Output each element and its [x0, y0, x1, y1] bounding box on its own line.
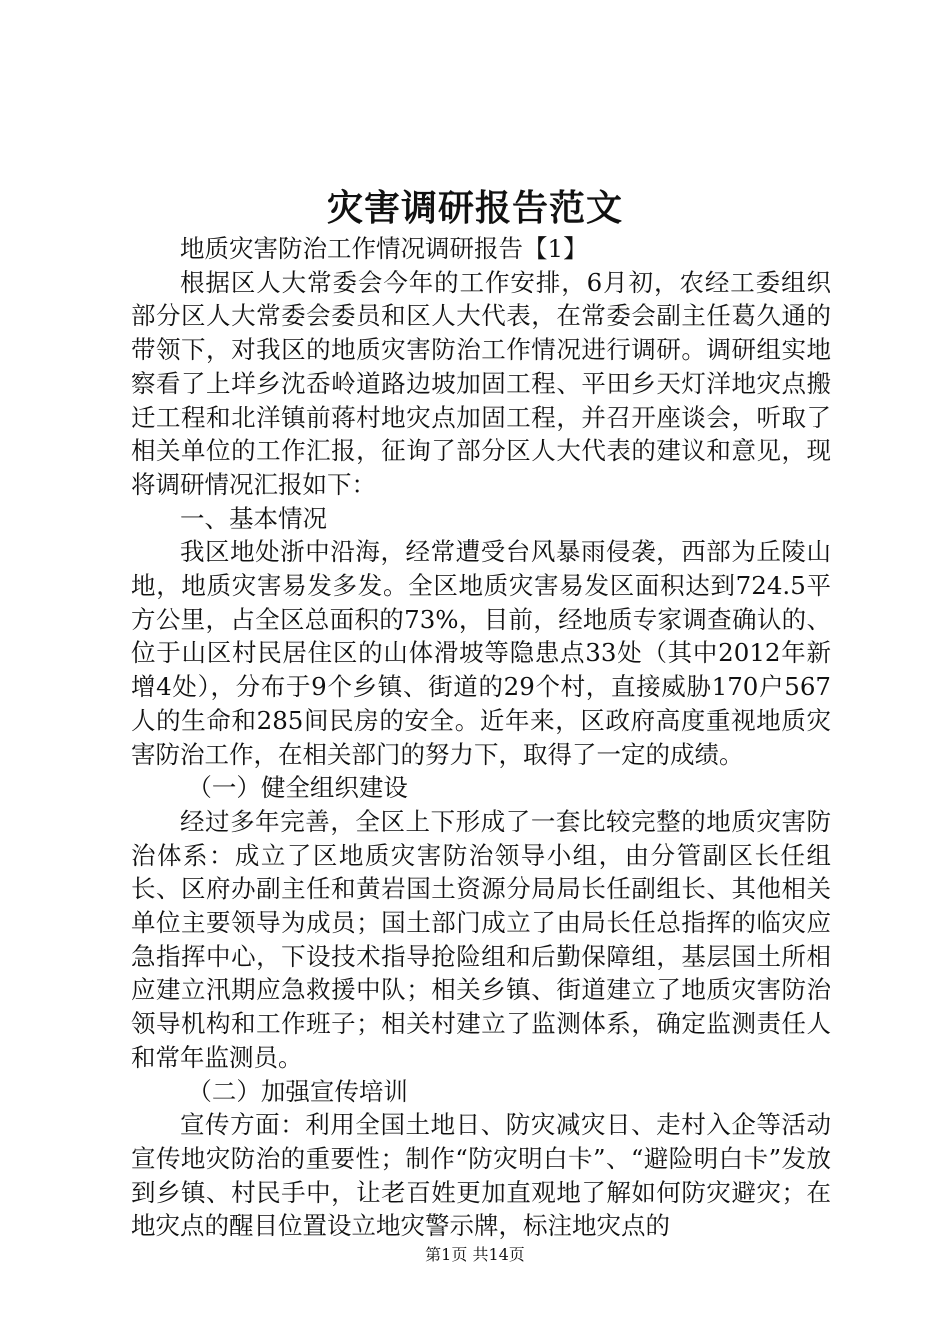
document-body: [131, 232, 831, 1243]
document-title: 灾害调研报告范文: [326, 187, 623, 229]
subsection-heading-publicity: （二）加强宣传培训: [187, 1076, 408, 1106]
report-subtitle: 地质灾害防治工作情况调研报告【1】: [180, 234, 588, 263]
basic-situation-paragraph: 我区地处浙中沿海，经常遭受台风暴雨侵袭，西部为丘陵山地，地质灾害易发多发。全区地质灾害易发区面积达到724.5平方公里，占全区总面积的73%，目前，经地质专家调查确认的、位于山区村民居住区的山体滑坡等隐患点33处（其中2012年新增4处），分布于9个乡镇、街道的29个村，直接威胁170户567人的生命和285间民房的安全。近年来，区政府高度重视地质灾害防治工作，在相关部门的努力下，取得了一定的成绩。: [131, 537, 831, 769]
publicity-paragraph: 宣传方面：利用全国土地日、防灾减灾日、走村入企等活动宣传地灾防治的重要性；制作“防灾明白卡”、“避险明白卡”发放到乡镇、村民手中，让老百姓更加直观地了解如何防灾避灾；在地灾点的醒目位置设立地灾警示牌，标注地灾点的: [131, 1110, 831, 1241]
page-footer: 第1页 共14页: [425, 1245, 525, 1264]
subsection-heading-organization: （一）健全组织建设: [187, 773, 408, 803]
intro-paragraph: 根据区人大常委会今年的工作安排，6月初，农经工委组织部分区人大常委会委员和区人大代表，在常委会副主任葛久通的带领下，对我区的地质灾害防治工作情况进行调研。调研组实地察看了上垟乡沈岙岭道路边坡加固工程、平田乡天灯洋地灾点搬迁工程和北洋镇前蒋村地灾点加固工程，并召开座谈会，听取了相关单位的工作汇报，征询了部分区人大代表的建议和意见，现将调研情况汇报如下：: [131, 267, 831, 499]
organization-paragraph: 经过多年完善，全区上下形成了一套比较完整的地质灾害防治体系：成立了区地质灾害防治领导小组，由分管副区长任组长、区府办副主任和黄岩国土资源分局局长任副组长、其他相关单位主要领导为成员；国土部门成立了由局长任总指挥的临灾应急指挥中心，下设技术指导抢险组和后勤保障组，基层国土所相应建立汛期应急救援中队；相关乡镇、街道建立了地质灾害防治领导机构和工作班子；相关村建立了监测体系，确定监测责任人和常年监测员。: [131, 806, 831, 1072]
section-heading-basic: 一、基本情况: [180, 503, 327, 533]
